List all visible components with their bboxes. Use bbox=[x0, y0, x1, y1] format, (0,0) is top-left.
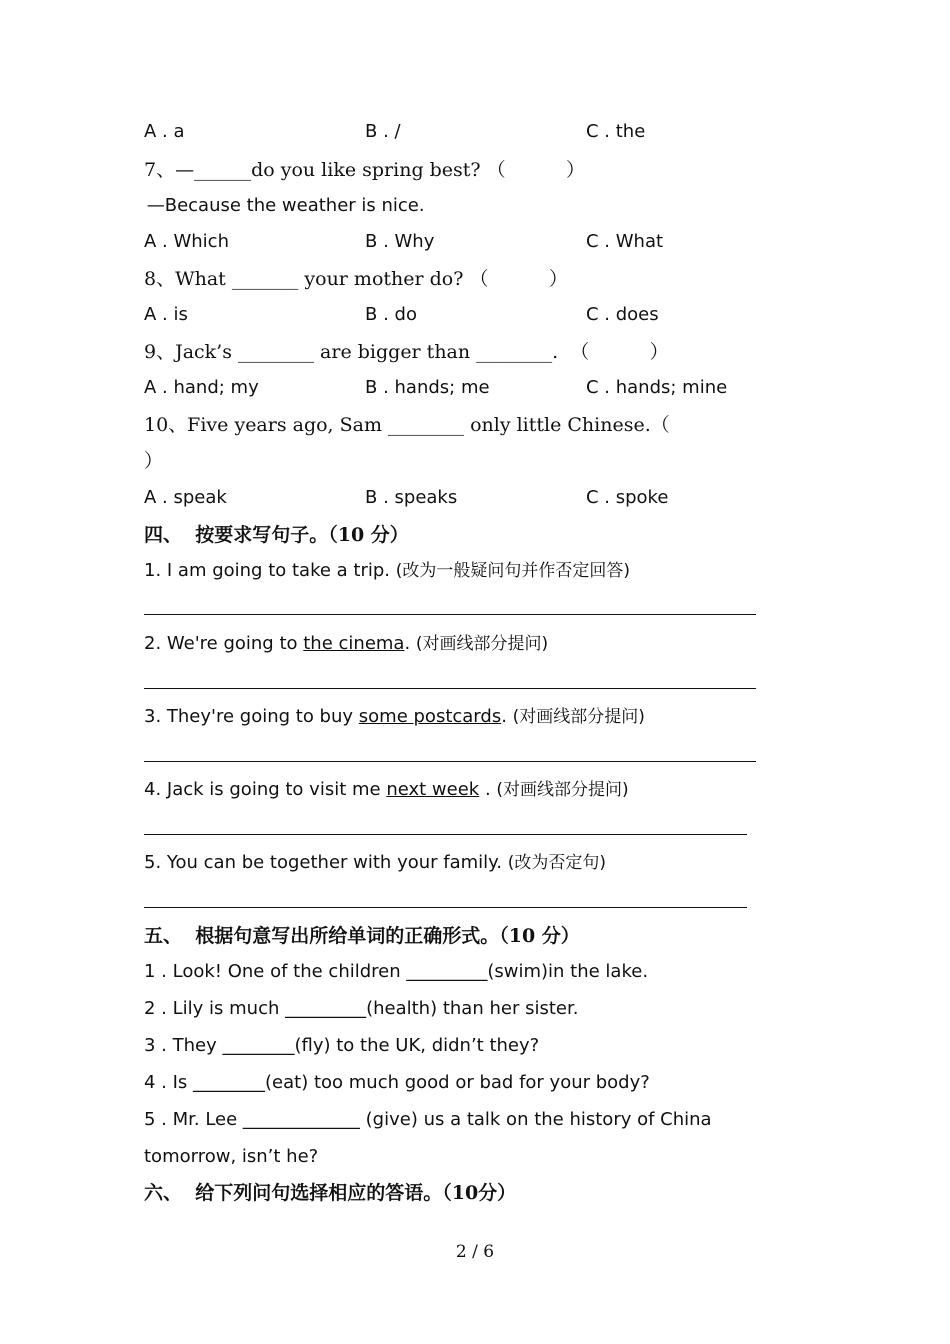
q10-option-a[interactable]: A . speak bbox=[144, 487, 227, 508]
s4-item-5 bbox=[144, 851, 606, 875]
q6-option-a[interactable]: A . a bbox=[144, 121, 185, 142]
q7-option-c[interactable]: C . What bbox=[586, 231, 664, 252]
page-number: 2 / 6 bbox=[455, 1242, 495, 1262]
s4-item-2-underlined: the cinema bbox=[303, 633, 405, 654]
q8-option-a[interactable]: A . is bbox=[144, 304, 188, 325]
s4-item-4-hint: (对画线部分提问) bbox=[496, 780, 629, 800]
q7-options-row bbox=[0, 230, 950, 254]
q8-options-row bbox=[0, 303, 950, 327]
q9-stem: 9、Jack’s ________ are bigger than ________. （ ） bbox=[144, 341, 669, 363]
s4-answer-line-2[interactable] bbox=[144, 688, 756, 689]
s4-answer-line-3[interactable] bbox=[144, 761, 756, 762]
s4-item-4-underlined: next week bbox=[386, 779, 480, 800]
section6-heading: 六、 给下列问句选择相应的答语。（10分） bbox=[144, 1182, 517, 1204]
s5-item-1: 1 . Look! One of the children _________(swim)in the lake. bbox=[144, 961, 649, 982]
s4-item-1-text: 1. I am going to take a trip. bbox=[144, 560, 396, 581]
s4-item-5-hint: (改为否定句) bbox=[507, 853, 606, 873]
s5-item-2: 2 . Lily is much _________(health) than her sister. bbox=[144, 998, 579, 1019]
s4-item-4 bbox=[144, 778, 629, 802]
s4-item-2-hint: (对画线部分提问) bbox=[415, 634, 549, 654]
s5-item-5: 5 . Mr. Lee _____________ (give) us a talk on the history of China bbox=[144, 1109, 712, 1130]
s4-answer-line-4[interactable] bbox=[144, 834, 747, 835]
q8-stem: 8、What _______ your mother do? （ ） bbox=[144, 268, 568, 290]
section5-heading: 五、 根据句意写出所给单词的正确形式。（10 分） bbox=[144, 925, 580, 947]
s5-item-5-continued: tomorrow, isn’t he? bbox=[144, 1146, 319, 1167]
q9-options-row bbox=[0, 376, 950, 400]
q10-options-row bbox=[0, 486, 950, 510]
s4-item-1-hint: (改为一般疑问句并作否定回答) bbox=[395, 561, 631, 581]
q6-option-b[interactable]: B . / bbox=[365, 121, 401, 142]
q8-option-c[interactable]: C . does bbox=[586, 304, 659, 325]
q7-stem: 7、—______do you like spring best? （ ） bbox=[144, 159, 586, 181]
s4-item-2-post: . bbox=[404, 633, 416, 654]
s4-item-3-post: . bbox=[501, 706, 513, 727]
s4-item-2 bbox=[144, 632, 548, 656]
q10-stem-continued: ） bbox=[144, 450, 164, 472]
q9-option-c[interactable]: C . hands; mine bbox=[586, 377, 728, 398]
q6-option-c[interactable]: C . the bbox=[586, 121, 646, 142]
q7-option-a[interactable]: A . Which bbox=[144, 231, 229, 252]
q9-option-b[interactable]: B . hands; me bbox=[365, 377, 490, 398]
s5-item-4: 4 . Is ________(eat) too much good or bad for your body? bbox=[144, 1072, 650, 1093]
s4-item-3-hint: (对画线部分提问) bbox=[512, 707, 645, 727]
s4-item-3 bbox=[144, 705, 645, 729]
s4-item-4-post: . bbox=[479, 779, 497, 800]
s5-item-3: 3 . They ________(fly) to the UK, didn’t they? bbox=[144, 1035, 540, 1056]
section4-heading: 四、 按要求写句子。（10 分） bbox=[144, 524, 409, 546]
s4-item-1 bbox=[144, 559, 630, 583]
s4-item-3-text: 3. They're going to buy bbox=[144, 706, 359, 727]
q7-reply: —Because the weather is nice. bbox=[141, 195, 425, 216]
q10-option-b[interactable]: B . speaks bbox=[365, 487, 458, 508]
q8-option-b[interactable]: B . do bbox=[365, 304, 417, 325]
s4-item-4-text: 4. Jack is going to visit me bbox=[144, 779, 387, 800]
s4-item-5-text: 5. You can be together with your family. bbox=[144, 852, 508, 873]
q10-option-c[interactable]: C . spoke bbox=[586, 487, 669, 508]
s4-answer-line-1[interactable] bbox=[144, 614, 756, 615]
q6-options-row bbox=[0, 120, 950, 144]
q7-option-b[interactable]: B . Why bbox=[365, 231, 435, 252]
s4-answer-line-5[interactable] bbox=[144, 907, 747, 908]
s4-item-3-underlined: some postcards bbox=[358, 706, 502, 727]
q10-stem: 10、Five years ago, Sam ________ only little Chinese.（ bbox=[144, 414, 670, 436]
q9-option-a[interactable]: A . hand; my bbox=[144, 377, 259, 398]
s4-item-2-text: 2. We're going to bbox=[144, 633, 304, 654]
